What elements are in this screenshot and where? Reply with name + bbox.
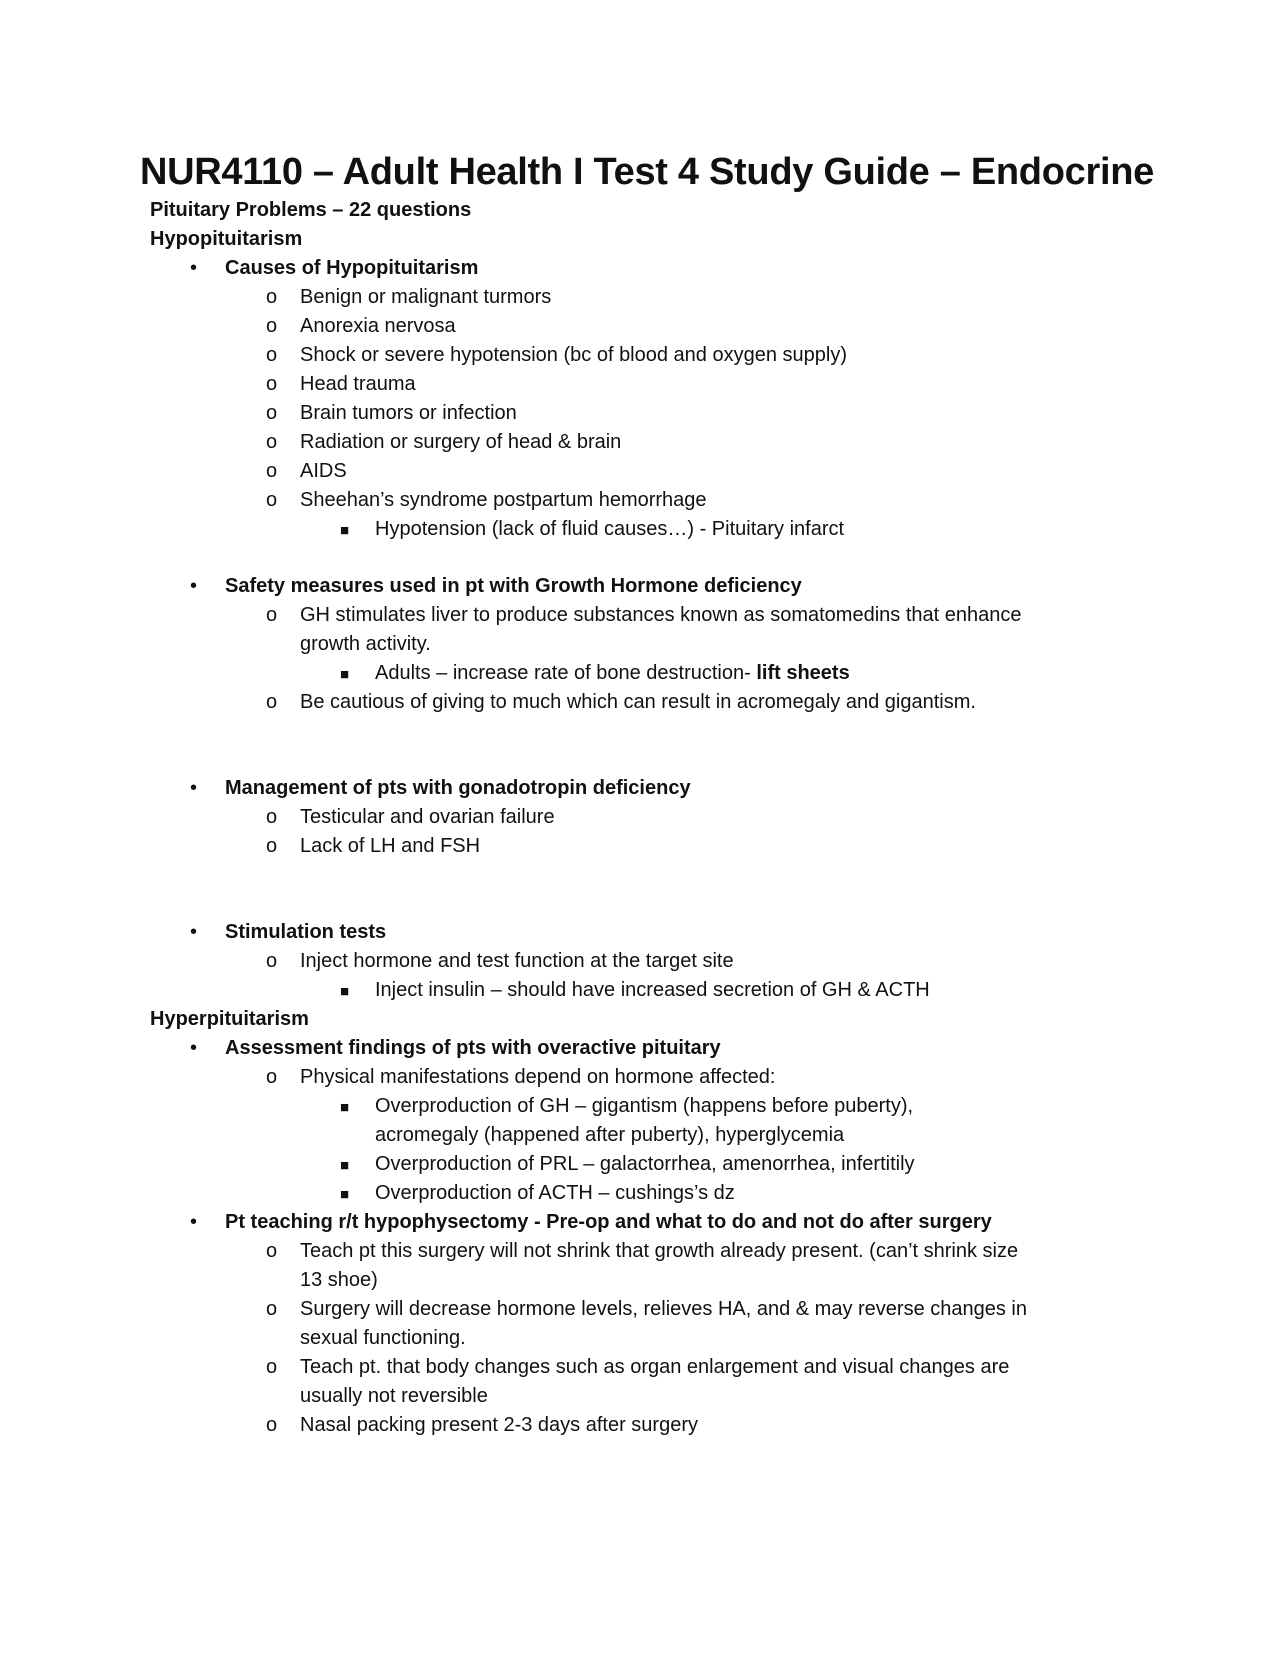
sub-list-item: Overproduction of PRL – galactorrhea, amenorrhea, infertitily (375, 1153, 915, 1175)
section-heading: Pituitary Problems – 22 questions (150, 199, 472, 221)
circle-marker (266, 832, 277, 861)
bullet-marker (190, 1034, 197, 1063)
teaching-heading: Pt teaching r/t hypophysectomy - Pre-op and what to do and not do after surgery (225, 1211, 992, 1233)
circle-marker (266, 1353, 277, 1382)
square-marker (340, 1150, 349, 1180)
circle-marker (266, 1237, 277, 1266)
circle-marker (266, 1063, 277, 1092)
list-item: AIDS (300, 460, 347, 482)
circle-marker (266, 399, 277, 428)
square-marker (340, 1092, 349, 1122)
list-item: Sheehan’s syndrome postpartum hemorrhage (300, 489, 707, 511)
circle-marker (266, 1295, 277, 1324)
list-item: Inject hormone and test function at the target site (300, 950, 734, 972)
bullet-marker (190, 774, 197, 803)
list-item-continuation: 13 shoe) (300, 1269, 378, 1291)
circle-marker (266, 283, 277, 312)
circle-marker (266, 341, 277, 370)
assessment-heading: Assessment findings of pts with overactive pituitary (225, 1037, 721, 1059)
lift-sheets-emphasis: lift sheets (756, 662, 850, 684)
list-item: Brain tumors or infection (300, 402, 517, 424)
circle-marker (266, 457, 277, 486)
sub-list-item: Hypotension (lack of fluid causes…) - Pituitary infarct (375, 518, 845, 540)
circle-marker (266, 312, 277, 341)
stimulation-heading: Stimulation tests (225, 921, 387, 943)
document-title: NUR4110 – Adult Health I Test 4 Study Guide – Endocrine (140, 151, 1154, 193)
circle-marker (266, 1411, 277, 1440)
gonadotropin-heading: Management of pts with gonadotropin deficiency (225, 777, 691, 799)
circle-marker (266, 947, 277, 976)
hyperpituitarism-heading: Hyperpituitarism (150, 1008, 309, 1030)
list-item: Surgery will decrease hormone levels, relieves HA, and & may reverse changes in (300, 1298, 1028, 1320)
list-item: Head trauma (300, 373, 416, 395)
causes-heading: Causes of Hypopituitarism (225, 257, 479, 279)
list-item: Benign or malignant turmors (300, 286, 552, 308)
list-item: Anorexia nervosa (300, 315, 456, 337)
circle-marker (266, 803, 277, 832)
circle-marker (266, 428, 277, 457)
list-item: Teach pt this surgery will not shrink that growth already present. (can’t shrink size (300, 1240, 1019, 1262)
sub-list-item: Overproduction of GH – gigantism (happens before puberty), (375, 1095, 914, 1117)
list-item-continuation: usually not reversible (300, 1385, 488, 1407)
sub-list-item: Overproduction of ACTH – cushings’s dz (375, 1182, 735, 1204)
list-item: Lack of LH and FSH (300, 835, 481, 857)
circle-marker (266, 370, 277, 399)
list-item: Testicular and ovarian failure (300, 806, 555, 828)
circle-marker (266, 688, 277, 717)
list-item: Shock or severe hypotension (bc of blood and oxygen supply) (300, 344, 848, 366)
square-marker (340, 1179, 349, 1209)
bullet-marker (190, 1208, 197, 1237)
bullet-marker (190, 918, 197, 947)
list-item: Nasal packing present 2-3 days after surgery (300, 1414, 698, 1436)
gh-heading: Safety measures used in pt with Growth Hormone deficiency (225, 575, 802, 597)
sub-list-continuation: acromegaly (happened after puberty), hyperglycemia (375, 1124, 845, 1146)
square-marker (340, 976, 349, 1006)
square-marker (340, 515, 349, 545)
square-marker (340, 659, 349, 689)
circle-marker (266, 601, 277, 630)
list-item: Physical manifestations depend on hormone affected: (300, 1066, 776, 1088)
bullet-marker (190, 572, 197, 601)
list-item: Be cautious of giving to much which can result in acromegaly and gigantism. (300, 691, 976, 713)
circle-marker (266, 486, 277, 515)
list-item: Radiation or surgery of head & brain (300, 431, 622, 453)
hypopituitarism-heading: Hypopituitarism (150, 228, 303, 250)
sub-list-text: Adults – increase rate of bone destruction- (375, 662, 757, 684)
list-item-continuation: growth activity. (300, 633, 431, 655)
list-item-continuation: sexual functioning. (300, 1327, 466, 1349)
bullet-marker (190, 254, 197, 283)
sub-list-item: Inject insulin – should have increased secretion of GH & ACTH (375, 979, 930, 1001)
list-item: GH stimulates liver to produce substances known as somatomedins that enhance (300, 604, 1022, 626)
sub-list-item (375, 659, 850, 688)
list-item: Teach pt. that body changes such as organ enlargement and visual changes are (300, 1356, 1010, 1378)
